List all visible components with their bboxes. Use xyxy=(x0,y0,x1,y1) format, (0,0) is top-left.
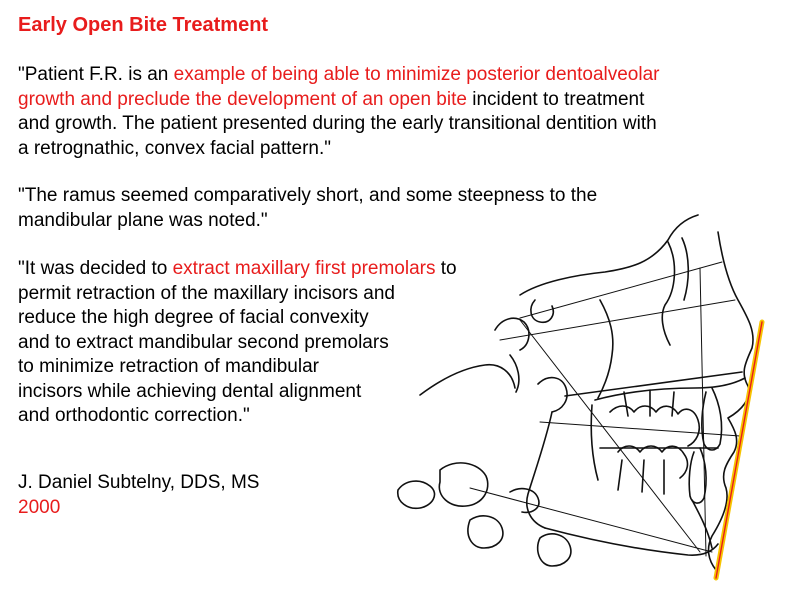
quote3-highlight: extract maxillary first premolars xyxy=(172,258,436,279)
quote3-line1-end: to xyxy=(435,258,457,279)
sella-nasion-line xyxy=(520,262,722,318)
quote1-line4: a retrognathic, convex facial pattern." xyxy=(18,137,332,159)
vertebra-c4 xyxy=(538,534,571,566)
author-credit xyxy=(18,471,259,520)
quote3-line5: to minimize retraction of mandibular xyxy=(18,356,319,377)
author-name: J. Daniel Subtelny, DDS, MS xyxy=(18,472,260,493)
vertebra-c1 xyxy=(398,481,435,508)
cephalometric-tracing-svg xyxy=(380,205,800,600)
cranial-outline xyxy=(520,215,698,295)
quote1-line3: and growth. The patient presented during the early transitional dentition with xyxy=(18,113,657,134)
occlusal-plane xyxy=(540,422,740,436)
occipital-outline xyxy=(420,365,515,395)
maxillary-teeth xyxy=(610,406,699,446)
maxillary-incisor xyxy=(702,388,722,450)
quote3-line4: and to extract mandibular second premolars xyxy=(18,331,389,353)
quote1-highlight-a: example of being able to minimize posterior dentoalveolar xyxy=(173,64,660,85)
mandibular-teeth xyxy=(618,446,687,478)
quote3-line1-text: "It was decided to xyxy=(18,258,173,279)
condyle-outline xyxy=(538,378,567,412)
vertebra-c2 xyxy=(439,463,487,506)
quote2-line1: "The ramus seemed comparatively short, and some steepness to the xyxy=(18,185,598,206)
sella-turcica xyxy=(531,300,553,322)
vertebra-c3 xyxy=(468,516,503,548)
orbit-inner xyxy=(682,238,688,300)
quote1-highlight-b: growth and preclude the development of an open bite xyxy=(18,88,467,110)
orbit-outline xyxy=(662,242,674,345)
esthetic-line xyxy=(716,322,762,578)
quote3-line2: permit retraction of the maxillary incisors and xyxy=(18,282,395,304)
hyoid xyxy=(510,489,539,513)
quote-patient-description xyxy=(18,63,788,161)
quote2-line2: mandibular plane was noted." xyxy=(18,209,268,231)
ramus-posterior xyxy=(527,412,552,528)
palatal-plane xyxy=(565,372,742,396)
na-line xyxy=(700,268,706,556)
symphysis xyxy=(692,500,712,548)
quote3-line7: and orthodontic correction." xyxy=(18,405,250,426)
quote1-line2-text: incident to treatment xyxy=(466,88,645,110)
slide-title: Early Open Bite Treatment xyxy=(18,14,269,36)
facial-axis-line xyxy=(520,320,700,552)
quote1-line1-text: "Patient F.R. is an xyxy=(18,64,174,85)
ptm-outline xyxy=(598,300,613,398)
cephalometric-tracing xyxy=(380,205,800,600)
publication-year: 2000 xyxy=(18,496,61,518)
quote3-line3: reduce the high degree of facial convexity xyxy=(18,307,369,328)
quote3-line6: incisors while achieving dental alignment xyxy=(18,380,362,402)
mastoid-outline xyxy=(495,318,529,350)
